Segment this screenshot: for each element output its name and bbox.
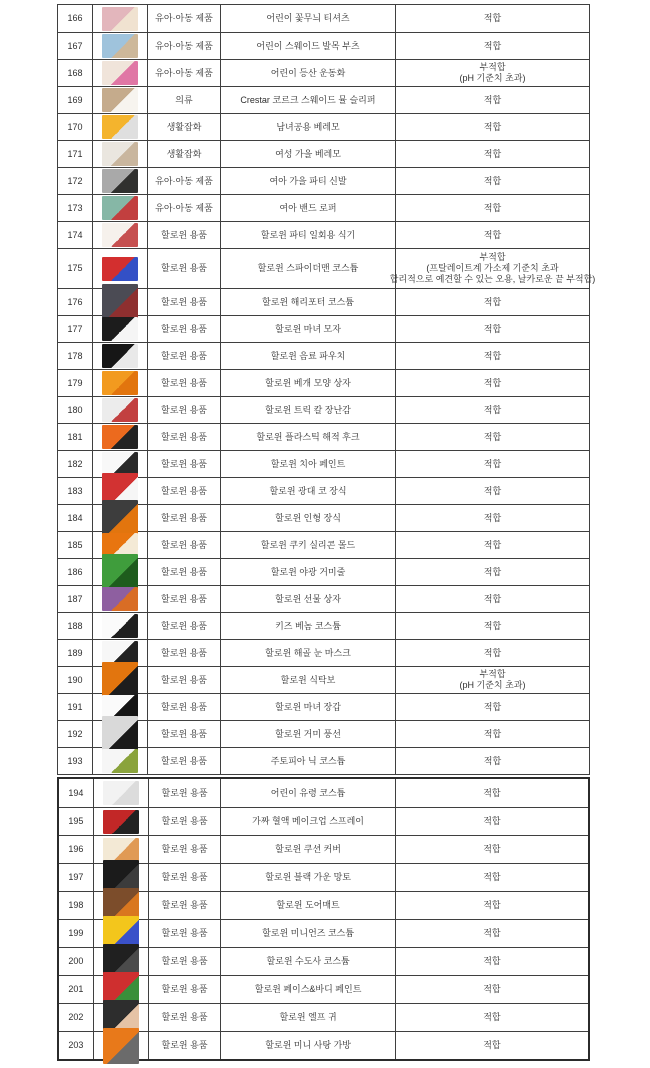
cell-product-name: 할로윈 해리포터 코스튬 [221,289,396,315]
test-result-line: 적합 [483,350,502,361]
test-result-line: (pH 기준치 초과) [459,680,526,690]
cell-product-image [94,864,149,891]
cell-product-image [93,586,148,612]
cell-category: 할로윈 용품 [149,836,222,863]
test-result-line: 적합 [483,175,502,186]
harry-potter-robe-photo [102,284,138,320]
cell-row-number: 178 [58,343,93,369]
cell-test-result [396,532,589,558]
kids-suede-ankle-boots-photo [102,34,138,58]
cell-test-result [396,505,589,531]
spiderman-costume-photo [102,257,138,281]
table-row [58,585,589,612]
test-result-line: 적합 [483,94,502,105]
glow-spiderweb-photo [102,554,138,590]
cell-test-result [396,613,589,639]
cell-row-number: 176 [58,289,93,315]
test-result-line: 적합 [483,458,502,469]
cell-category: 할로윈 용품 [148,478,221,504]
test-result-line: 적합 [483,1040,501,1050]
cell-product-image [93,370,148,396]
table-row [58,558,589,585]
cell-category: 할로윈 용품 [149,948,222,975]
orange-pillow-box-photo [102,371,138,395]
table-row [58,315,589,342]
table-row [58,504,589,531]
cell-row-number: 203 [59,1032,94,1059]
table-row [58,113,589,140]
table-row [59,863,588,891]
table-row [58,86,589,113]
test-result-line: 적합 [483,956,501,966]
cell-category: 할로윈 용품 [148,343,221,369]
cell-row-number: 166 [58,5,93,32]
cell-product-name: 할로윈 쿠키 실리콘 몰드 [221,532,396,558]
white-beret-woman-photo [102,142,138,166]
cell-category: 할로윈 용품 [148,640,221,666]
witch-hats-photo [102,317,138,341]
cell-product-name: 할로윈 치아 페인트 [221,451,396,477]
cell-product-name: 할로윈 파티 일회용 식기 [221,222,396,248]
test-result-line: 적합 [483,13,502,23]
cell-row-number: 201 [59,976,94,1003]
cell-product-name: 여성 가을 베레모 [221,141,396,167]
mini-candy-bags-photo [103,1028,139,1064]
cell-test-result [396,5,589,32]
cell-test-result [396,892,588,919]
cell-product-name: 할로윈 해골 눈 마스크 [221,640,396,666]
cell-test-result [396,976,588,1003]
cell-test-result [396,694,589,720]
girls-band-loafers-photo [102,196,138,220]
test-result-line: 적합 [483,1012,501,1022]
cell-row-number: 170 [58,114,93,140]
cell-product-name: 어린이 스웨이드 발목 부츠 [221,33,396,59]
cell-test-result [396,748,589,774]
test-result-line: 적합 [483,296,502,307]
cell-product-image [94,779,149,807]
cell-category: 의류 [148,87,221,113]
cell-test-result [396,451,589,477]
cell-product-name: 할로윈 음료 파우치 [221,343,396,369]
halloween-tablecloth-photo [102,662,138,698]
cell-product-image [93,424,148,450]
table-row [59,891,588,919]
table-row [58,369,589,396]
cell-test-result [396,667,589,693]
table-row [58,747,589,774]
cell-row-number: 193 [58,748,93,774]
yellow-beret-photo [102,115,138,139]
cell-product-image [93,316,148,342]
cell-row-number: 191 [58,694,93,720]
cell-row-number: 197 [59,864,94,891]
test-result-line: 적합 [483,512,502,523]
cell-product-image [93,667,148,693]
test-result-line: 적합 [483,755,502,766]
cell-product-name: 할로윈 선물 상자 [221,586,396,612]
cell-row-number: 167 [58,33,93,59]
cell-product-name: 할로윈 트릭 칼 장난감 [221,397,396,423]
table-row [58,59,589,86]
cell-product-name: 가짜 혈액 메이크업 스프레이 [221,808,395,835]
cell-row-number: 187 [58,586,93,612]
cell-product-name: 할로윈 거미 풍선 [221,721,396,747]
table-row [58,612,589,639]
cell-row-number: 200 [59,948,94,975]
cell-row-number: 181 [58,424,93,450]
cell-product-name: 할로윈 쿠션 커버 [221,836,395,863]
cell-test-result [396,316,589,342]
trick-knife-toy-photo [102,398,138,422]
table-row [58,396,589,423]
table-row [58,5,589,32]
cell-row-number: 173 [58,195,93,221]
cell-category: 할로윈 용품 [148,559,221,585]
cell-category: 할로윈 용품 [148,721,221,747]
cell-category: 할로윈 용품 [148,748,221,774]
halloween-gift-boxes-photo [102,587,138,611]
cell-product-name: 할로윈 식탁보 [221,667,396,693]
cell-category: 할로윈 용품 [149,892,222,919]
cell-row-number: 171 [58,141,93,167]
cell-row-number: 185 [58,532,93,558]
spider-balloon-photo [102,716,138,752]
cell-test-result [396,836,588,863]
cell-category: 할로윈 용품 [148,505,221,531]
cell-category: 할로윈 용품 [148,613,221,639]
test-result-line: 적합 [483,148,502,159]
cell-product-name: 주토피아 닉 코스튬 [221,748,396,774]
cell-row-number: 183 [58,478,93,504]
test-result-line: 적합 [483,593,502,604]
cell-category: 할로윈 용품 [149,920,222,947]
cell-row-number: 180 [58,397,93,423]
test-result-line: 합리적으로 예견할 수 있는 오용, 날카로운 끝 부적합) [389,274,596,284]
cell-test-result [396,1032,588,1059]
cell-product-name: 어린이 유령 코스튬 [221,779,395,807]
cell-test-result [396,640,589,666]
test-result-line: (pH 기준치 초과) [459,73,526,83]
cell-row-number: 177 [58,316,93,342]
cell-row-number: 199 [59,920,94,947]
cell-product-image [93,141,148,167]
cell-test-result [396,114,589,140]
cell-row-number: 196 [59,836,94,863]
cell-product-image [93,33,148,59]
test-result-line: 적합 [483,121,502,132]
cell-product-name: 할로윈 엘프 귀 [221,1004,395,1031]
cell-category: 유아·아동 제품 [148,168,221,194]
test-result-line: 적합 [483,40,502,51]
cell-category: 할로윈 용품 [148,222,221,248]
cell-product-name: 할로윈 블랙 가운 망토 [221,864,395,891]
cell-category: 할로윈 용품 [148,397,221,423]
cell-test-result [396,424,589,450]
cell-category: 할로윈 용품 [148,667,221,693]
cell-product-image [93,721,148,747]
cell-product-image [93,114,148,140]
cell-row-number: 169 [58,87,93,113]
cell-row-number: 168 [58,60,93,86]
cell-product-image [93,343,148,369]
cell-product-image [93,397,148,423]
table-row [58,167,589,194]
test-result-line: 적합 [483,485,502,496]
cell-category: 할로윈 용품 [148,694,221,720]
cell-test-result [396,289,589,315]
cell-product-name: 할로윈 스파이더맨 코스튬 [221,249,396,288]
test-result-line: 적합 [483,872,501,882]
cell-category: 할로윈 용품 [148,451,221,477]
cell-product-image [93,87,148,113]
test-result-line: 적합 [483,787,501,798]
cell-test-result [396,195,589,221]
table-row [58,194,589,221]
cell-test-result [396,397,589,423]
table-row [59,1003,588,1031]
cell-category: 유아·아동 제품 [148,5,221,32]
test-result-line: 적합 [483,620,502,631]
cell-row-number: 189 [58,640,93,666]
fake-blood-spray-photo [103,810,139,834]
cell-product-image [93,559,148,585]
cell-test-result [396,920,588,947]
report-page [57,4,596,1061]
test-result-line: 부적합 [479,252,506,262]
cell-category: 유아·아동 제품 [148,195,221,221]
cell-product-name: 할로윈 수도사 코스튬 [221,948,395,975]
test-result-line: 적합 [483,202,502,213]
pink-floral-tshirts-photo [102,7,138,31]
cell-category: 할로윈 용품 [148,249,221,288]
cell-product-image [94,976,149,1003]
cell-product-name: 할로윈 미니언즈 코스튬 [221,920,395,947]
test-result-line: 적합 [483,844,501,854]
halloween-party-tableware-photo [102,223,138,247]
cell-product-name: 남녀공용 베레모 [221,114,396,140]
cell-row-number: 188 [58,613,93,639]
cell-product-name: 키즈 베놈 코스튬 [221,613,396,639]
table-row [58,666,589,693]
cell-product-image [94,1004,149,1031]
cell-product-image [94,892,149,919]
test-result-line: 적합 [483,323,502,334]
cell-product-name: 할로윈 마녀 장갑 [221,694,396,720]
kids-venom-costume-photo [102,614,138,638]
cell-product-name: Crestar 코르크 스웨이드 뮬 슬리퍼 [221,87,396,113]
test-result-line: 부적합 [479,669,506,679]
cell-product-image [93,60,148,86]
table-row [58,423,589,450]
table-row [59,835,588,863]
cell-row-number: 172 [58,168,93,194]
cell-test-result [396,586,589,612]
cell-product-name: 어린이 등산 운동화 [221,60,396,86]
cell-test-result [396,60,589,86]
cell-test-result [396,864,588,891]
table-row [59,1031,588,1059]
cell-product-name: 여아 가을 파티 신발 [221,168,396,194]
cell-category: 할로윈 용품 [149,1004,222,1031]
cell-row-number: 190 [58,667,93,693]
cell-test-result [396,1004,588,1031]
cell-category: 할로윈 용품 [148,289,221,315]
cell-product-name: 할로윈 야광 거미줄 [221,559,396,585]
cell-product-image [93,5,148,32]
table-row [58,288,589,315]
table-row [59,779,588,807]
test-result-line: (프탈레이트계 가소제 기준치 초과 [426,263,559,273]
cell-product-name: 할로윈 광대 코 장식 [221,478,396,504]
cell-category: 생활잡화 [148,141,221,167]
cell-product-image [93,168,148,194]
cell-product-name: 할로윈 베개 모양 상자 [221,370,396,396]
cell-category: 유아·아동 제품 [148,60,221,86]
table-row [58,140,589,167]
cell-product-image [93,249,148,288]
table-row [58,221,589,248]
cell-category: 할로윈 용품 [148,370,221,396]
results-table-block-1 [57,4,596,775]
cell-product-image [93,222,148,248]
cell-category: 할로윈 용품 [149,779,222,807]
cell-product-image [94,808,149,835]
table-row [59,975,588,1003]
test-result-line: 적합 [483,984,501,994]
cell-product-name: 할로윈 마녀 모자 [221,316,396,342]
test-result-line: 적합 [483,701,502,712]
cork-suede-mule-slippers-photo [102,88,138,112]
cell-row-number: 174 [58,222,93,248]
cell-test-result [396,478,589,504]
cell-row-number: 202 [59,1004,94,1031]
table-row [58,720,589,747]
test-result-line: 적합 [483,377,502,388]
cell-category: 할로윈 용품 [148,532,221,558]
cell-test-result [396,168,589,194]
cell-product-name: 할로윈 인형 장식 [221,505,396,531]
cell-row-number: 175 [58,249,93,288]
cell-category: 할로윈 용품 [148,316,221,342]
cell-product-image [94,1032,149,1059]
cell-product-image [93,613,148,639]
cell-test-result [396,370,589,396]
cell-row-number: 198 [59,892,94,919]
cell-category: 할로윈 용품 [148,424,221,450]
test-result-line: 적합 [483,431,502,442]
cell-product-image [93,289,148,315]
cell-row-number: 186 [58,559,93,585]
cell-category: 할로윈 용품 [149,808,222,835]
test-result-line: 적합 [483,404,502,415]
cell-test-result [389,249,596,288]
cell-row-number: 184 [58,505,93,531]
cell-row-number: 179 [58,370,93,396]
cell-product-image [94,836,149,863]
cell-row-number: 182 [58,451,93,477]
cell-test-result [396,343,589,369]
halloween-cushion-cover-photo [103,838,139,862]
test-result-line: 부적합 [479,62,506,72]
table-row [58,248,596,288]
cell-product-name: 어린이 꽃무늬 티셔츠 [221,5,396,32]
cell-product-image [93,748,148,774]
results-table-block-2 [57,777,590,1061]
cell-category: 할로윈 용품 [149,1032,222,1059]
cell-test-result [396,779,588,807]
cell-category: 할로윈 용품 [149,976,222,1003]
cell-category: 할로윈 용품 [149,864,222,891]
test-result-line: 적합 [483,928,501,938]
cell-test-result [396,141,589,167]
cell-test-result [396,33,589,59]
cell-product-image [93,195,148,221]
cell-product-name: 할로윈 플라스틱 해적 후크 [221,424,396,450]
test-result-line: 적합 [483,816,501,826]
cell-test-result [396,948,588,975]
cell-test-result [396,808,588,835]
cell-row-number: 194 [59,779,94,807]
cell-product-name: 할로윈 미니 사탕 가방 [221,1032,395,1059]
cell-category: 유아·아동 제품 [148,33,221,59]
test-result-line: 적합 [483,900,501,910]
cell-product-name: 할로윈 도어매트 [221,892,395,919]
cell-test-result [396,222,589,248]
cell-category: 생활잡화 [148,114,221,140]
cell-row-number: 195 [59,808,94,835]
cell-category: 할로윈 용품 [148,586,221,612]
kids-hiking-sneakers-photo [102,61,138,85]
table-row [59,807,588,835]
table-row [58,342,589,369]
test-result-line: 적합 [483,539,502,550]
test-result-line: 적합 [483,229,502,240]
table-row [58,32,589,59]
halloween-doll-ornaments-photo [102,500,138,536]
table-row [59,947,588,975]
cell-product-image [94,948,149,975]
cell-product-name: 여아 밴드 로퍼 [221,195,396,221]
girls-party-shoes-photo [102,169,138,193]
pirate-hook-photo [102,425,138,449]
cell-test-result [396,559,589,585]
cell-row-number: 192 [58,721,93,747]
test-result-line: 적합 [483,647,502,658]
cell-test-result [396,87,589,113]
table-row [59,919,588,947]
cell-product-name: 할로윈 페이스&바디 페인트 [221,976,395,1003]
kids-ghost-costume-photo [103,781,139,805]
skeleton-drink-pouch-photo [102,344,138,368]
cell-product-image [94,920,149,947]
cell-test-result [396,721,589,747]
test-result-line: 적합 [483,728,502,739]
zootopia-nick-costume-photo [102,749,138,773]
cell-product-image [93,505,148,531]
test-result-line: 적합 [483,566,502,577]
